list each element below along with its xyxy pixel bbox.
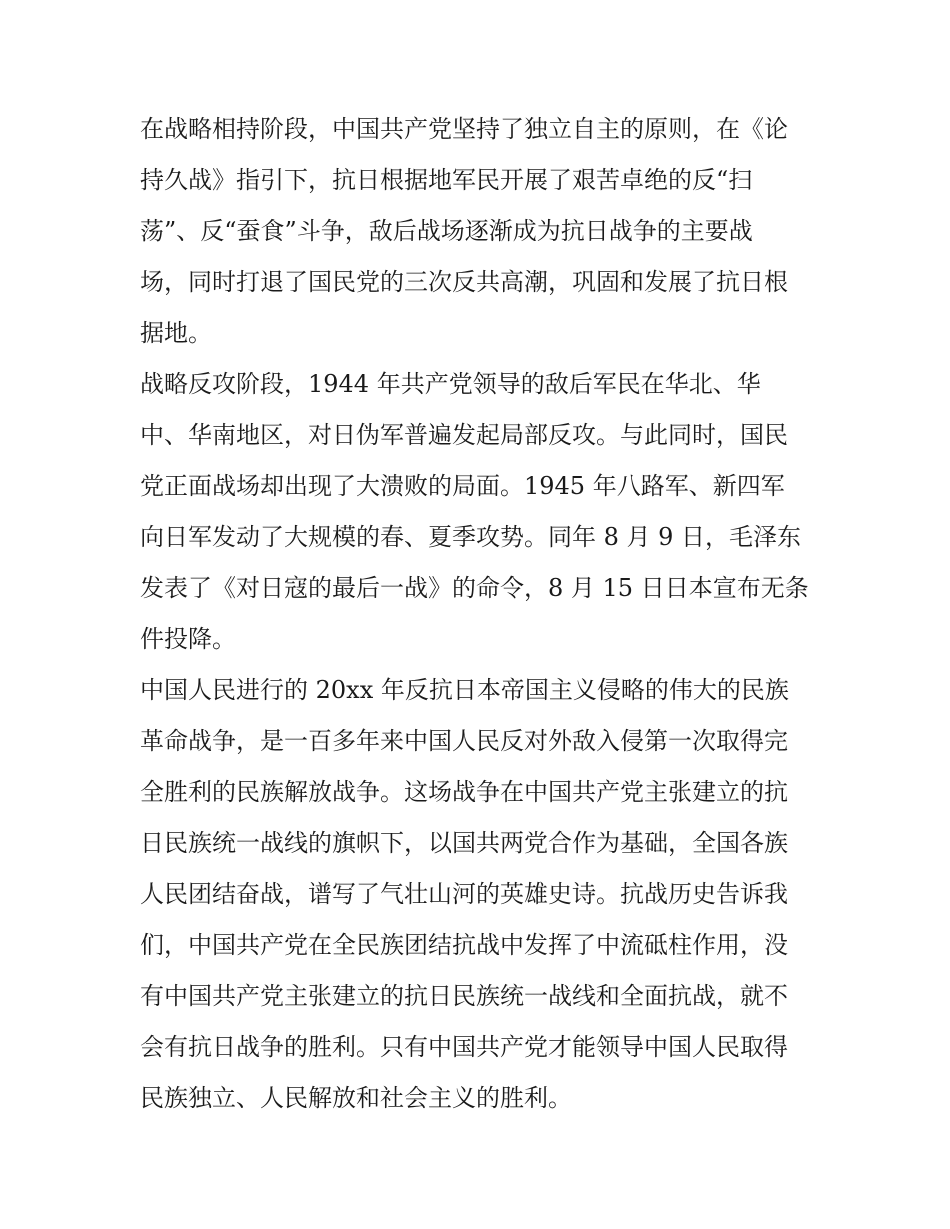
text-line: 据地。 xyxy=(140,319,212,347)
text-line: 全胜利的民族解放战争。这场战争在中国共产党主张建立的抗 xyxy=(140,778,788,806)
text-line: 件投降。 xyxy=(140,625,236,653)
text-line: 会有抗日战争的胜利。只有中国共产党才能领导中国人民取得 xyxy=(140,1033,788,1061)
text-line: 人民团结奋战，谱写了气壮山河的英雄史诗。抗战历史告诉我 xyxy=(140,880,788,908)
text-line: 党正面战场却出现了大溃败的局面。1945 年八路军、新四军 xyxy=(140,472,785,500)
text-line: 战略反攻阶段，1944 年共产党领导的敌后军民在华北、华 xyxy=(140,370,761,398)
text-line: 们，中国共产党在全民族团结抗战中发挥了中流砥柱作用，没 xyxy=(140,931,788,959)
text-line: 场，同时打退了国民党的三次反共高潮，巩固和发展了抗日根 xyxy=(140,268,788,296)
paragraph-stalemate-phase xyxy=(140,104,820,359)
text-line: 日民族统一战线的旗帜下，以国共两党合作为基础，全国各族 xyxy=(140,829,788,857)
text-line: 中国人民进行的 20xx 年反抗日本帝国主义侵略的伟大的民族 xyxy=(140,676,789,704)
text-line: 荡”、反“蚕食”斗争，敌后战场逐渐成为抗日战争的主要战 xyxy=(140,217,753,245)
paragraph-war-significance xyxy=(140,665,820,1124)
text-line: 发表了《对日寇的最后一战》的命令，8 月 15 日日本宣布无条 xyxy=(140,574,809,602)
text-line: 在战略相持阶段，中国共产党坚持了独立自主的原则，在《论 xyxy=(140,115,788,143)
paragraph-counteroffensive-phase xyxy=(140,359,820,665)
text-line: 向日军发动了大规模的春、夏季攻势。同年 8 月 9 日，毛泽东 xyxy=(140,523,802,551)
text-line: 民族独立、人民解放和社会主义的胜利。 xyxy=(140,1084,572,1112)
text-line: 革命战争，是一百多年来中国人民反对外敌入侵第一次取得完 xyxy=(140,727,788,755)
text-line: 持久战》指引下，抗日根据地军民开展了艰苦卓绝的反“扫 xyxy=(140,166,753,194)
text-line: 中、华南地区，对日伪军普遍发起局部反攻。与此同时，国民 xyxy=(140,421,788,449)
text-line: 有中国共产党主张建立的抗日民族统一战线和全面抗战，就不 xyxy=(140,982,788,1010)
